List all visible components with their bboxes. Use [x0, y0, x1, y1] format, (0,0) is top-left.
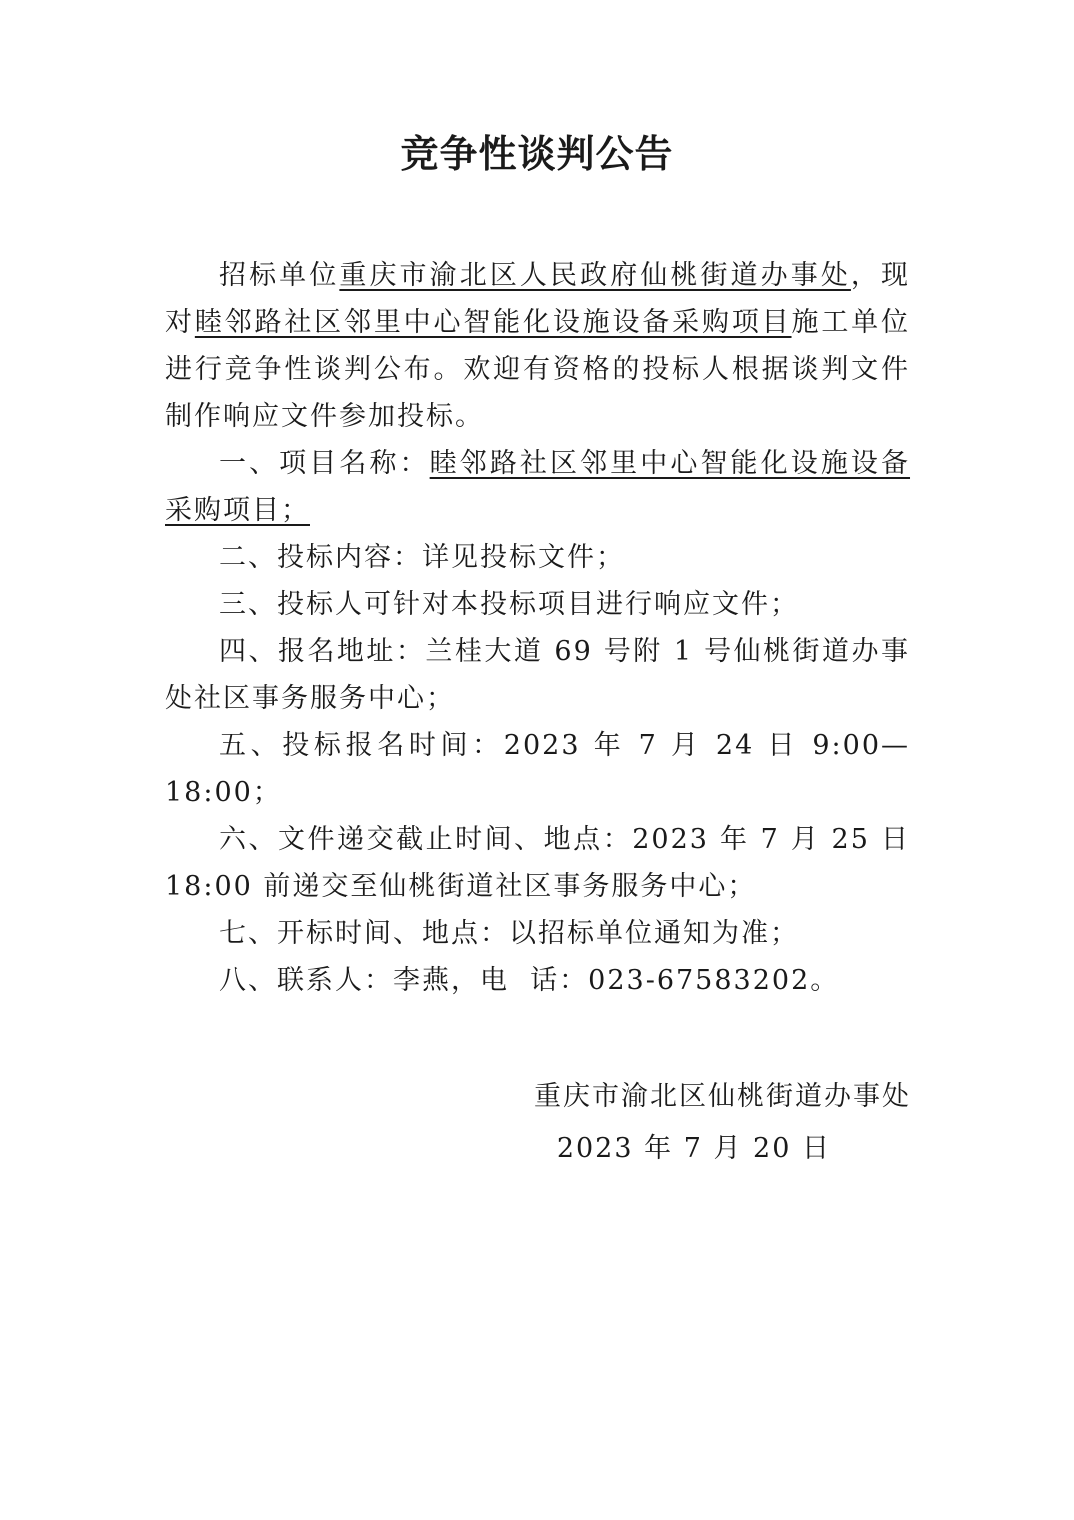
project-name: 睦邻路社区邻里中心智能化设施设备采购项目	[194, 307, 792, 338]
item-project-name	[165, 440, 910, 534]
item-bidder-response: 三、投标人可针对本投标项目进行响应文件；	[219, 589, 799, 620]
intro-paragraph	[165, 252, 910, 440]
intro-text-2: ，现对	[165, 260, 911, 338]
issuer-name: 重庆市渝北区人民政府仙桃街道办事处	[339, 260, 851, 291]
item-opening-time: 七、开标时间、地点：以招标单位通知为准；	[219, 918, 799, 949]
document-title: 竞争性谈判公告	[400, 131, 674, 176]
item1-value: 睦邻路社区邻里中心智能化设施设备采购项目；	[165, 448, 911, 526]
item-registration-time: 五、投标报名时间：2023 年 7 月 24 日 9:00—18:00；	[165, 730, 910, 808]
signature-org: 重庆市渝北区仙桃街道办事处	[534, 1081, 911, 1112]
item1-label: 一、项目名称：	[219, 448, 430, 479]
intro-text-1: 招标单位	[219, 260, 340, 291]
item-contact: 八、联系人：李燕，电 话：023-67583202。	[219, 965, 840, 996]
item-registration-address: 四、报名地址：兰桂大道 69 号附 1 号仙桃街道办事处社区事务服务中心；	[165, 636, 910, 714]
signature-date: 2023 年 7 月 20 日	[556, 1133, 831, 1164]
item-submission-deadline: 六、文件递交截止时间、地点：2023 年 7 月 25 日 18:00 前递交至仙桃街道社区事务服务中心；	[165, 824, 910, 902]
document-body	[165, 252, 910, 1004]
intro-text-3: 施工单位进行竞争性谈判公布。欢迎有资格的投标人根据谈判文件制作响应文件参加投标。	[165, 307, 911, 432]
item-bid-content: 二、投标内容：详见投标文件；	[219, 542, 625, 573]
